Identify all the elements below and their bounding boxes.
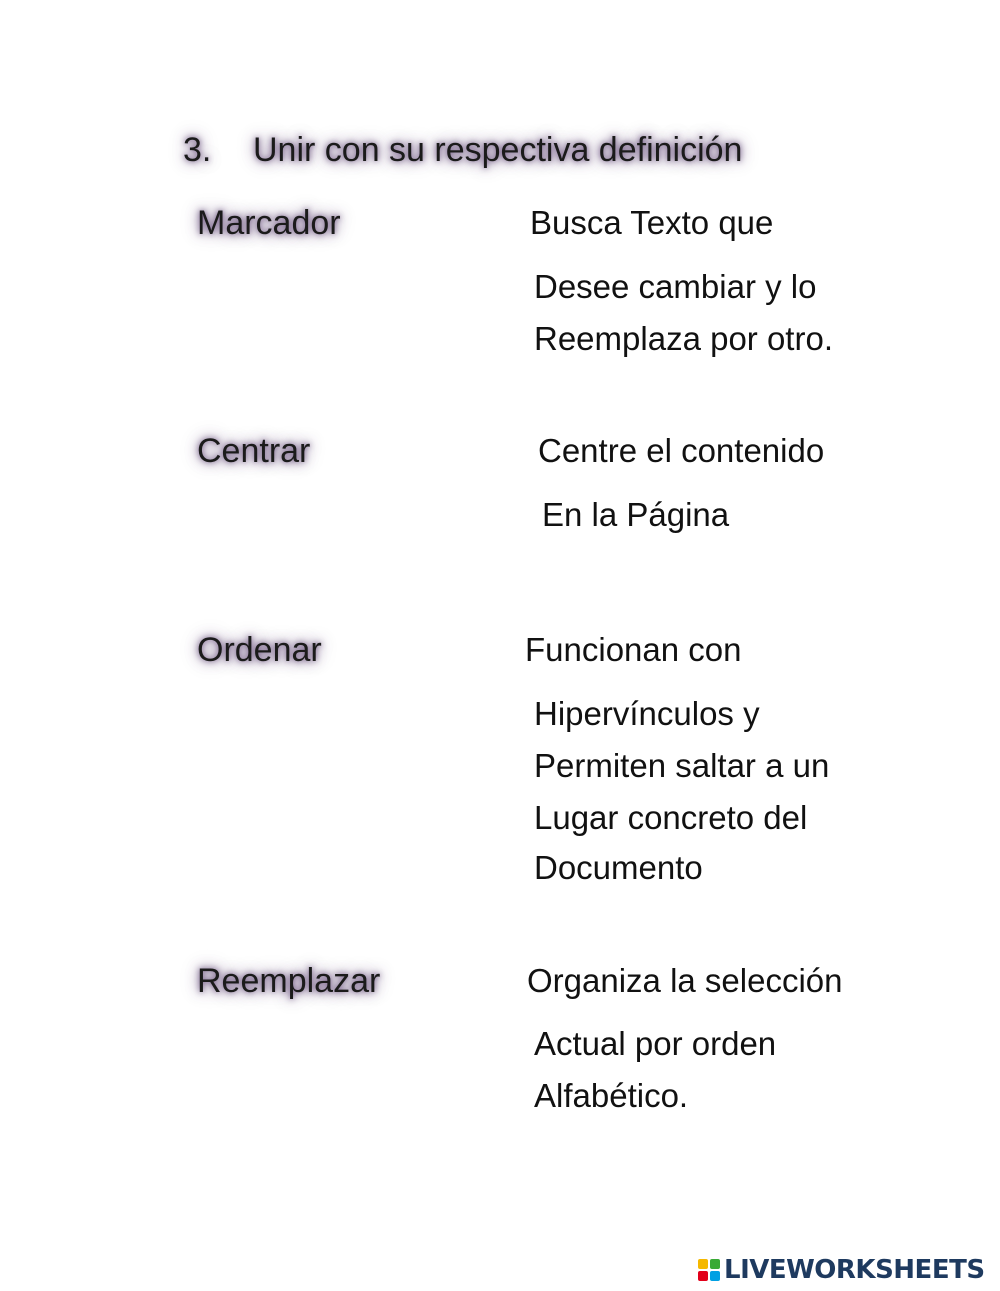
term-marcador[interactable]: Marcador — [197, 204, 341, 242]
exercise-instruction: Unir con su respectiva definición — [253, 131, 743, 169]
definition-3-line-4: Lugar concreto del — [534, 799, 808, 836]
definition-2-line-1: Centre el contenido — [538, 432, 825, 469]
definition-4-line-1: Organiza la selección — [527, 962, 843, 999]
definition-1-line-2: Desee cambiar y lo — [534, 268, 817, 305]
definition-2-line-2: En la Página — [542, 496, 730, 533]
liveworksheets-logo-icon — [698, 1259, 720, 1281]
definition-1-line-1: Busca Texto que — [530, 204, 774, 241]
logo-square-2 — [710, 1259, 720, 1269]
definition-4-line-3: Alfabético. — [534, 1077, 689, 1114]
exercise-number: 3. — [183, 131, 212, 169]
logo-square-4 — [710, 1271, 720, 1281]
definition-1-line-3: Reemplaza por otro. — [534, 320, 833, 357]
definition-3-line-5: Documento — [534, 849, 703, 886]
logo-square-1 — [698, 1259, 708, 1269]
definition-3-line-1: Funcionan con — [525, 631, 742, 668]
term-ordenar[interactable]: Ordenar — [197, 631, 322, 669]
definition-3-line-3: Permiten saltar a un — [534, 747, 830, 784]
liveworksheets-brand — [698, 1256, 985, 1284]
logo-square-3 — [698, 1271, 708, 1281]
term-centrar[interactable]: Centrar — [197, 432, 311, 470]
definition-4-line-2: Actual por orden — [534, 1025, 777, 1062]
definition-3-line-2: Hipervínculos y — [534, 695, 760, 732]
brand-name: LIVEWORKSHEETS — [724, 1255, 985, 1285]
term-reemplazar[interactable]: Reemplazar — [197, 962, 381, 1000]
exercise-heading — [183, 128, 742, 172]
